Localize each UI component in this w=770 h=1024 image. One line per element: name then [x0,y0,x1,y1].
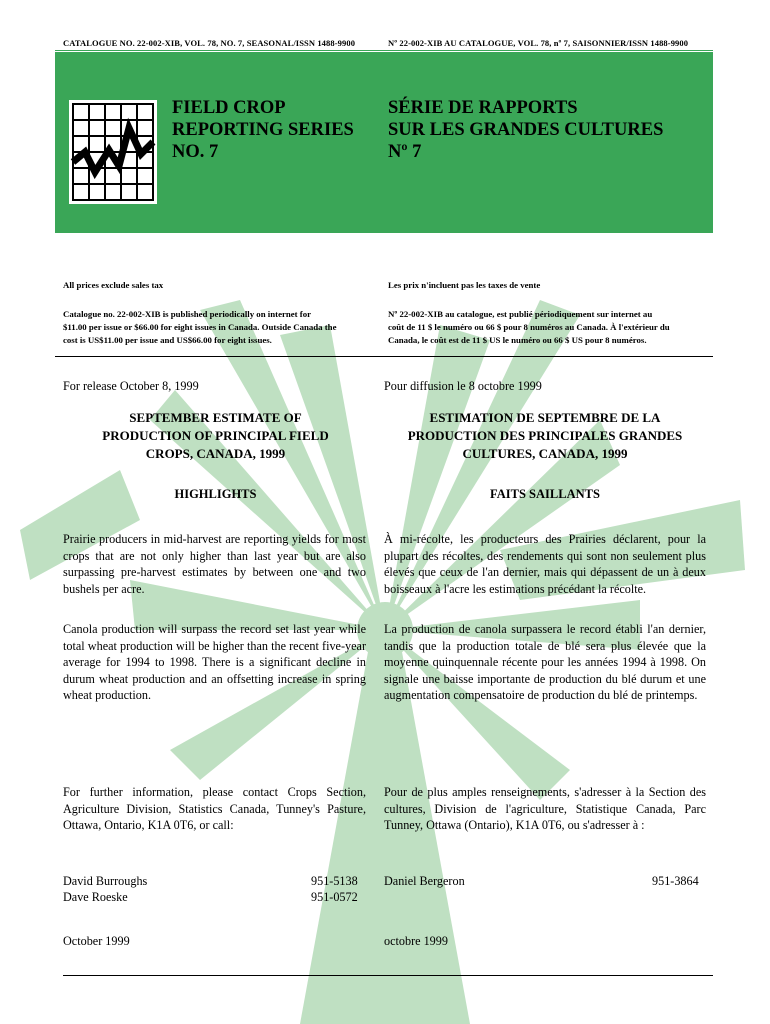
title-en: FIELD CROP REPORTING SERIES NO. 7 [172,98,354,162]
footer-divider [63,975,713,976]
estimate-title-fr: ESTIMATION DE SEPTEMBRE DE LA PRODUCTION DES PRINCIPALES GRANDES CULTURES, CANADA, 1999 [407,410,683,461]
contact-phone: 951-3864 [652,874,699,888]
contact-info-en: For further information, please contact Crops Section, Agriculture Division, Statistics Canada, Tunney's Pasture, Ottawa, Ontario, K1A 0T6, or call: [63,785,366,832]
catalogue-number-en: CATALOGUE NO. 22-002-XIB, VOL. 78, NO. 7, SEASONAL/ISSN 1488-9900 [63,38,356,48]
highlight-para-1-fr: À mi-récolte, les producteurs des Prairies déclarent, pour la plupart des récoltes, des rendements qui sont non seulement plus élevés que ceux de l'an dernier, mais qui dépassent de un à deux boisseaux à l'acre les estimations précédant la récolte. [384,532,706,596]
line-graph-icon [69,100,157,204]
tax-note-en: All prices exclude sales tax [63,280,164,290]
title-fr: SÉRIE DE RAPPORTS SUR LES GRANDES CULTURES Nº 7 [388,98,664,162]
highlight-para-2-en: Canola production will surpass the record set last year while total wheat production will be higher than the recent five-year average for 1994 to 1998. There is a significant decline in durum wheat production and an offsetting increase in spring wheat production. [63,622,366,702]
highlights-heading-en: HIGHLIGHTS [174,487,257,501]
publish-note-fr: Nº 22-002-XIB au catalogue, est publié périodiquement sur internet au coût de 11 $ le numéro ou 66 $ pour 8 numéros au Canada. À l'extérieur du Canada, le coût est de 11 $ US le numéro ou 66 $ US pour 8 numéros. [388,309,670,345]
footer-date-fr: octobre 1999 [384,934,448,948]
footer-date-en: October 1999 [63,934,130,948]
release-date-fr: Pour diffusion le 8 octobre 1999 [384,379,542,393]
highlight-para-1-en: Prairie producers in mid-harvest are reporting yields for most crops that are not only higher than last year but are also surpassing pre-harvest estimates by between one and two bushels per acre. [63,532,366,596]
release-date-en: For release October 8, 1999 [63,379,199,393]
contact-name: David Burroughs [63,874,148,888]
tax-note-fr: Les prix n'incluent pas les taxes de vente [388,280,541,290]
section-divider [55,356,713,357]
contact-phone: 951-0572 [311,890,358,904]
contact-phone: 951-5138 [311,874,358,888]
estimate-title-en: SEPTEMBER ESTIMATE OF PRODUCTION OF PRINCIPAL FIELD CROPS, CANADA, 1999 [102,410,329,461]
publish-note-en: Catalogue no. 22-002-XIB is published periodically on internet for $11.00 per issue or $66.00 for eight issues in Canada. Outside Canada the cost is US$11.00 per issue and US$66.00 for eight issues. [63,309,337,345]
contact-name: Dave Roeske [63,890,128,904]
contact-name: Daniel Bergeron [384,874,465,888]
catalogue-number-fr: Nº 22-002-XIB AU CATALOGUE, VOL. 78, nº 7, SAISONNIER/ISSN 1488-9900 [388,38,689,48]
highlight-para-2-fr: La production de canola surpassera le record établi l'an dernier, tandis que la production totale de blé sera plus élevée que la moyenne quinquennale récente pour les années 1994 à 1998. On signale une baisse importante de production du blé durum et une augmentation compensatoire de production du blé de printemps. [384,622,706,702]
highlights-heading-fr: FAITS SAILLANTS [490,487,600,501]
header-divider [55,50,713,51]
contact-info-fr: Pour de plus amples renseignements, s'adresser à la Section des cultures, Division de l'agriculture, Statistique Canada, Parc Tunney, Ottawa (Ontario), K1A 0T6, ou s'adresser à : [384,785,706,832]
